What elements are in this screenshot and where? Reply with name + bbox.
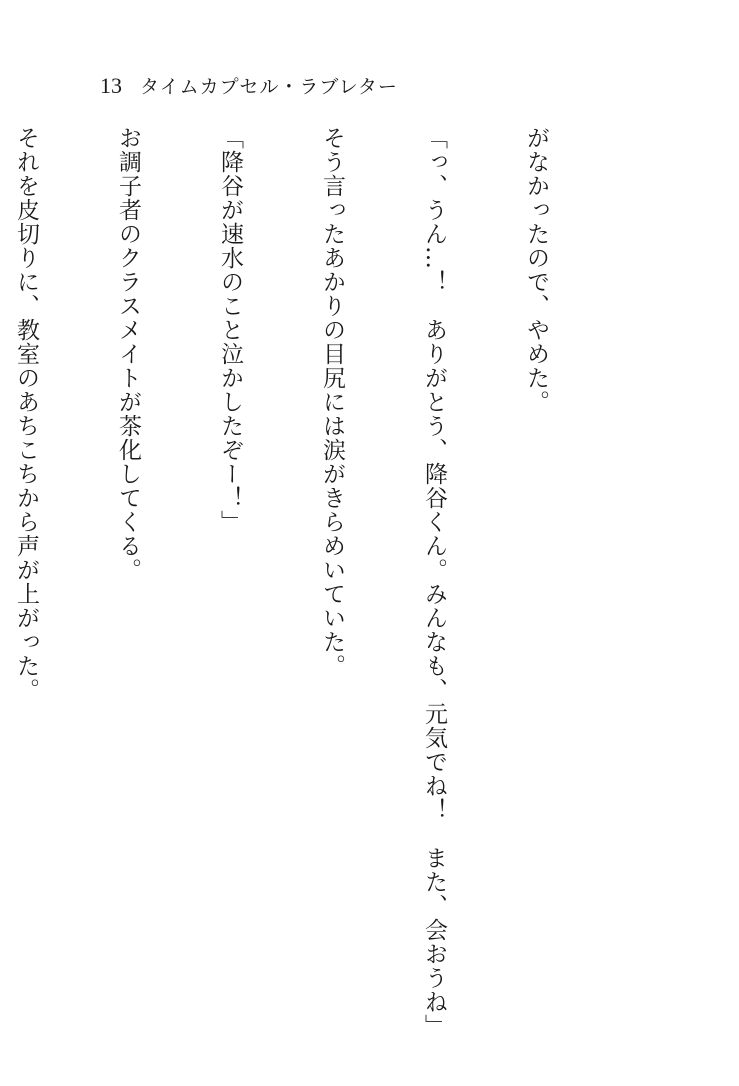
text-line: そう言ったあかりの目尻には涙がきらめいていた。	[319, 126, 345, 678]
text-line: 「っ、うん…！ ありがとう、降谷くん。みんなも、元気でね！ また、会おうね」	[421, 126, 447, 1038]
page-header	[100, 72, 398, 99]
text-line: それを皮切りに、教室のあちこちから声が上がった。	[13, 126, 39, 702]
body-text	[13, 126, 621, 1038]
page-number: 13	[100, 73, 122, 98]
text-line: 「降谷が速水のこと泣かしたぞー！」	[217, 126, 243, 534]
running-title: タイムカプセル・ラブレター	[140, 76, 398, 98]
text-line: お調子者のクラスメイトが茶化してくる。	[115, 126, 141, 582]
text-line: がなかったので、やめた。	[523, 126, 549, 414]
